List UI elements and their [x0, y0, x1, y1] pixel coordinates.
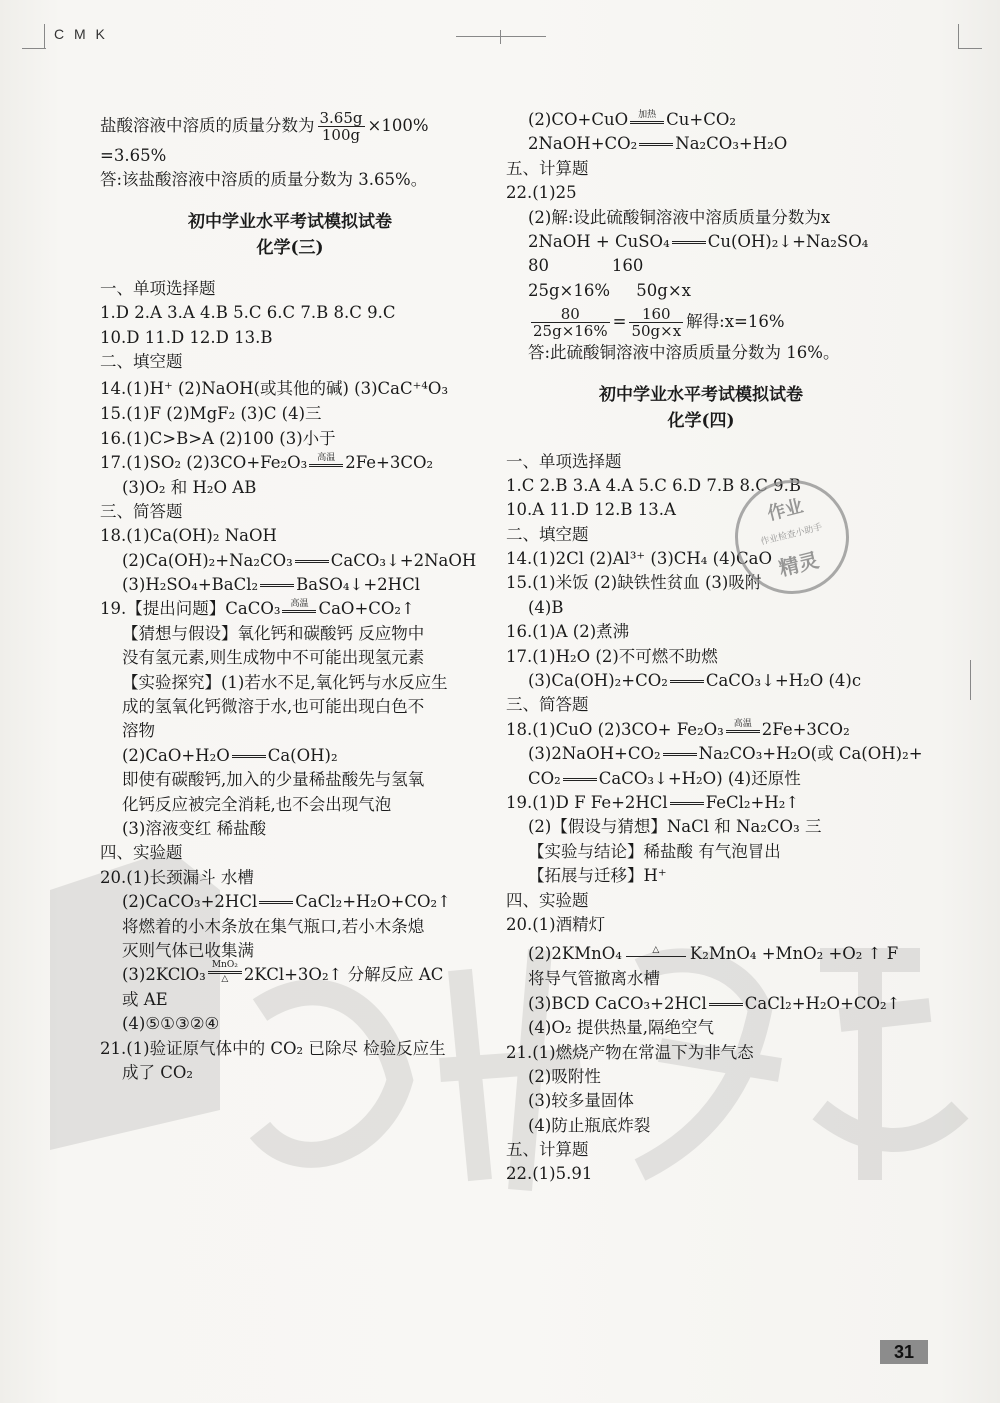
- equation-left: 19.(1)D F Fe+2HCl: [506, 792, 668, 812]
- equation-right: CaCl₂+H₂O+CO₂↑: [295, 892, 451, 912]
- answer-line: 10.D 11.D 12.D 13.B: [100, 327, 273, 347]
- equation-right: Na₂CO₃+H₂O(或 Ca(OH)₂+: [698, 744, 923, 764]
- equation-left: 2NaOH+CO₂: [528, 134, 638, 154]
- answer-line: (4)防止瓶底炸裂: [528, 1115, 651, 1135]
- answer-line: 15.(1)米饭 (2)缺铁性贫血 (3)吸附: [506, 573, 762, 593]
- crop-mark: [500, 30, 501, 44]
- answer-text: ×100%: [367, 116, 429, 135]
- answer-line: 18.(1)Ca(OH)₂ NaOH: [100, 526, 277, 546]
- crop-mark: [44, 24, 45, 48]
- cmyk-mark: C M K: [54, 26, 108, 42]
- answer-line: (2)【假设与猜想】NaCl 和 Na₂CO₃ 三: [528, 817, 822, 837]
- answer-line: [506, 742, 923, 766]
- answer-line: 20.(1)酒精灯: [506, 914, 606, 934]
- answer-line: [100, 573, 480, 597]
- stamp-text: 作业检查小助手: [759, 522, 824, 548]
- crop-mark: [456, 36, 546, 37]
- answer-line: [100, 451, 480, 475]
- fraction: [531, 306, 610, 339]
- equation-right: Cu(OH)₂↓+Na₂SO₄: [707, 231, 869, 251]
- answer-line: 成的氢氧化钙微溶于水,也可能出现白色不: [122, 697, 425, 717]
- answer-line: [506, 230, 896, 254]
- answer-line: 16.(1)C>B>A (2)100 (3)小于: [100, 428, 336, 448]
- equation-left: (3)H₂SO₄+BaCl₂: [122, 575, 259, 595]
- equation-right: CaCO₃↓+H₂O) (4)还原性: [598, 768, 801, 788]
- equation-left: (2)CaO+H₂O: [122, 745, 230, 765]
- answer-line: 25g×16% 50g×x: [528, 280, 691, 300]
- section-heading: 四、实验题: [506, 890, 589, 910]
- equation-right: CaCO₃↓+2NaOH: [330, 550, 477, 570]
- condition-text: 加热: [638, 109, 657, 120]
- reaction-condition: [630, 110, 664, 124]
- answer-line: [506, 992, 901, 1016]
- equation-right: CaO+CO₂↑: [318, 599, 415, 619]
- answer-line: [100, 744, 480, 768]
- crop-mark: [970, 660, 971, 700]
- equation-left: (3)2KClO₃: [122, 965, 206, 985]
- answer-line: 22.(1)5.91: [506, 1164, 593, 1184]
- equation-left: 19.【提出问题】CaCO₃: [100, 599, 281, 619]
- reaction-condition: [282, 599, 316, 613]
- answer-line: 1.D 2.A 3.A 4.B 5.C 6.C 7.B 8.C 9.C: [100, 303, 396, 323]
- answer-line: 21.(1)验证原气体中的 CO₂ 已除尽 检验反应生: [100, 1038, 446, 1058]
- answer-line: [506, 718, 896, 742]
- answer-line: (4)⑤①③②④: [122, 1014, 220, 1034]
- numerator: 160: [629, 306, 683, 323]
- exam-title: 初中学业水平考试模拟试卷: [188, 211, 392, 232]
- equation-right: Na₂CO₃+H₂O: [675, 134, 788, 154]
- equation-left: (2)CaCO₃+2HCl: [122, 892, 258, 912]
- crop-mark: [958, 48, 982, 49]
- answer-line: (4)B: [528, 597, 564, 617]
- equation-right: Cu+CO₂: [666, 110, 736, 129]
- answer-line: 溶物: [122, 721, 155, 741]
- section-heading: 四、实验题: [100, 843, 183, 863]
- equation-right: 2Fe+3CO₂: [761, 719, 850, 739]
- answer-line: 【猜想与假设】氧化钙和碳酸钙 反应物中: [122, 623, 425, 643]
- answer-line: [506, 132, 896, 156]
- equation-left: 18.(1)CuO (2)3CO+ Fe₂O₃: [506, 719, 724, 739]
- fraction: [629, 306, 683, 339]
- equation-right: 2Fe+3CO₂: [345, 453, 434, 473]
- answer-line: [100, 959, 480, 987]
- condition-text: △: [652, 944, 660, 955]
- answer-text: 解得:x=16%: [686, 312, 785, 332]
- answer-line: 将燃着的小木条放在集气瓶口,若小木条熄: [122, 916, 425, 936]
- equation-left: (2)CO+CuO: [528, 110, 629, 129]
- answer-line: [100, 597, 480, 621]
- equation-right: FeCl₂+H₂↑: [705, 792, 800, 812]
- answer-line: 14.(1)H⁺ (2)NaOH(或其他的碱) (3)CaC⁺⁴O₃: [100, 379, 449, 399]
- answer-line: 化钙反应被完全消耗,也不会出现气泡: [122, 794, 392, 814]
- page-number: 31: [880, 1340, 928, 1364]
- equation-left: (3)Ca(OH)₂+CO₂: [528, 671, 668, 691]
- answer-text: 盐酸溶液中溶质的质量分数为: [100, 116, 315, 135]
- fraction: [318, 110, 365, 143]
- answer-line: 80 160: [528, 256, 644, 276]
- answer-line: 10.A 11.D 12.B 13.A: [506, 500, 676, 520]
- answer-line: [100, 890, 480, 914]
- equation-left: (2)2KMnO₄: [528, 944, 622, 964]
- section-heading: 三、简答题: [506, 695, 589, 715]
- answer-line: 1.C 2.B 3.A 4.A 5.C 6.D 7.B 8.C 9.B: [506, 475, 801, 495]
- answer-line: [506, 767, 896, 791]
- section-heading: 二、填空题: [506, 524, 589, 544]
- reaction-condition: [309, 453, 343, 467]
- exam-subtitle: 化学(四): [667, 410, 735, 431]
- denominator: 50g×x: [631, 322, 682, 341]
- answer-line: 没有氢元素,则生成物中不可能出现氢元素: [122, 648, 425, 668]
- right-column: [506, 108, 923, 1187]
- section-heading: 二、填空题: [100, 351, 183, 371]
- condition-text: 高温: [317, 452, 336, 463]
- reaction-condition: [624, 945, 688, 957]
- equation-right: 2KCl+3O₂↑ 分解反应 AC: [243, 965, 444, 985]
- equation-left: (2)Ca(OH)₂+Na₂CO₃: [122, 550, 293, 570]
- equation-left: CO₂: [528, 768, 561, 788]
- answer-line: 20.(1)长颈漏斗 水槽: [100, 867, 254, 887]
- answer-line: (3)O₂ 和 H₂O AB: [122, 477, 257, 497]
- answer-line: 【拓展与迁移】H⁺: [528, 866, 667, 886]
- answer-line: 答:此硫酸铜溶液中溶质质量分数为 16%。: [528, 343, 840, 363]
- equation-left: (3)2NaOH+CO₂: [528, 744, 661, 764]
- section-heading: 三、简答题: [100, 501, 183, 521]
- section-heading: 五、计算题: [506, 1140, 589, 1160]
- left-column: [100, 108, 480, 1085]
- condition-text: MnO₂: [211, 959, 238, 970]
- answer-line: 成了 CO₂: [122, 1062, 194, 1082]
- crop-mark: [22, 48, 46, 49]
- answer-line: [506, 791, 896, 815]
- condition-text: △: [221, 973, 229, 984]
- answer-line: 21.(1)燃烧产物在常温下为非气态: [506, 1042, 754, 1062]
- condition-text: 高温: [290, 598, 309, 609]
- answer-line: 即使有碳酸钙,加入的少量稀盐酸先与氢氧: [122, 770, 425, 790]
- answer-line: 或 AE: [122, 989, 168, 1009]
- equation-left: (3)BCD CaCO₃+2HCl: [528, 993, 707, 1013]
- reaction-condition: [726, 719, 760, 733]
- answer-line: (3)溶液变红 稀盐酸: [122, 818, 267, 838]
- exam-subtitle: 化学(三): [256, 237, 324, 258]
- answer-line: [506, 669, 896, 693]
- stamp-text: 作业: [765, 495, 806, 525]
- answer-line: (3)较多量固体: [528, 1091, 634, 1111]
- equation-right: CaCl₂+H₂O+CO₂↑: [744, 993, 901, 1013]
- equation-right: BaSO₄↓+2HCl: [296, 575, 420, 595]
- equation-left: 2NaOH + CuSO₄: [528, 231, 670, 251]
- equation-right: K₂MnO₄ +MnO₂ +O₂ ↑ F: [689, 944, 899, 964]
- answer-line: [506, 937, 899, 967]
- answer-line: 【实验探究】(1)若水不足,氧化钙与水反应生: [122, 672, 448, 692]
- answer-line: [100, 549, 480, 573]
- equation-left: 17.(1)SO₂ (2)3CO+Fe₂O₃: [100, 453, 308, 473]
- answer-line: (2)吸附性: [528, 1066, 601, 1086]
- answer-line: =3.65%: [100, 146, 167, 165]
- answer-line: (4)O₂ 提供热量,隔绝空气: [528, 1018, 715, 1038]
- answer-line: 15.(1)F (2)MgF₂ (3)C (4)三: [100, 404, 322, 424]
- numerator: 80: [531, 306, 610, 323]
- equation-right: Ca(OH)₂: [267, 745, 338, 765]
- section-heading: 一、单项选择题: [506, 451, 622, 471]
- answer-line: 22.(1)25: [506, 183, 577, 203]
- answer-line: [506, 108, 896, 132]
- equation-right: CaCO₃↓+H₂O (4)c: [705, 671, 862, 691]
- reaction-condition: [208, 960, 242, 984]
- answer-line: [100, 108, 480, 144]
- section-heading: 一、单项选择题: [100, 278, 216, 298]
- numerator: 3.65g: [319, 109, 363, 127]
- answer-line: 灭则气体已收集满: [122, 940, 254, 960]
- answer-line: 答:该盐酸溶液中溶质的质量分数为 3.65%。: [100, 170, 428, 190]
- exam-title: 初中学业水平考试模拟试卷: [599, 384, 803, 405]
- answer-line: (2)解:设此硫酸铜溶液中溶质质量分数为x: [528, 207, 831, 227]
- crop-mark: [958, 24, 959, 48]
- answer-line: 17.(1)H₂O (2)不可燃不助燃: [506, 646, 718, 666]
- stamp-text: 精灵: [776, 547, 822, 581]
- denominator: 100g: [321, 126, 361, 144]
- denominator: 25g×16%: [533, 322, 608, 341]
- condition-text: 高温: [733, 719, 752, 730]
- section-heading: 五、计算题: [506, 158, 589, 178]
- answer-line: 14.(1)2Cl (2)Al³⁺ (3)CH₄ (4)CaO: [506, 549, 772, 569]
- answer-line: $\frac{80}{25g\times 16\%}$ = $\frac{160}{50g\times x}$ 解得:x=16%: [533, 305, 785, 341]
- answer-line: 将导气管撤离水槽: [528, 969, 660, 989]
- answer-line: 16.(1)A (2)煮沸: [506, 622, 630, 642]
- answer-line: 【实验与结论】稀盐酸 有气泡冒出: [528, 841, 781, 861]
